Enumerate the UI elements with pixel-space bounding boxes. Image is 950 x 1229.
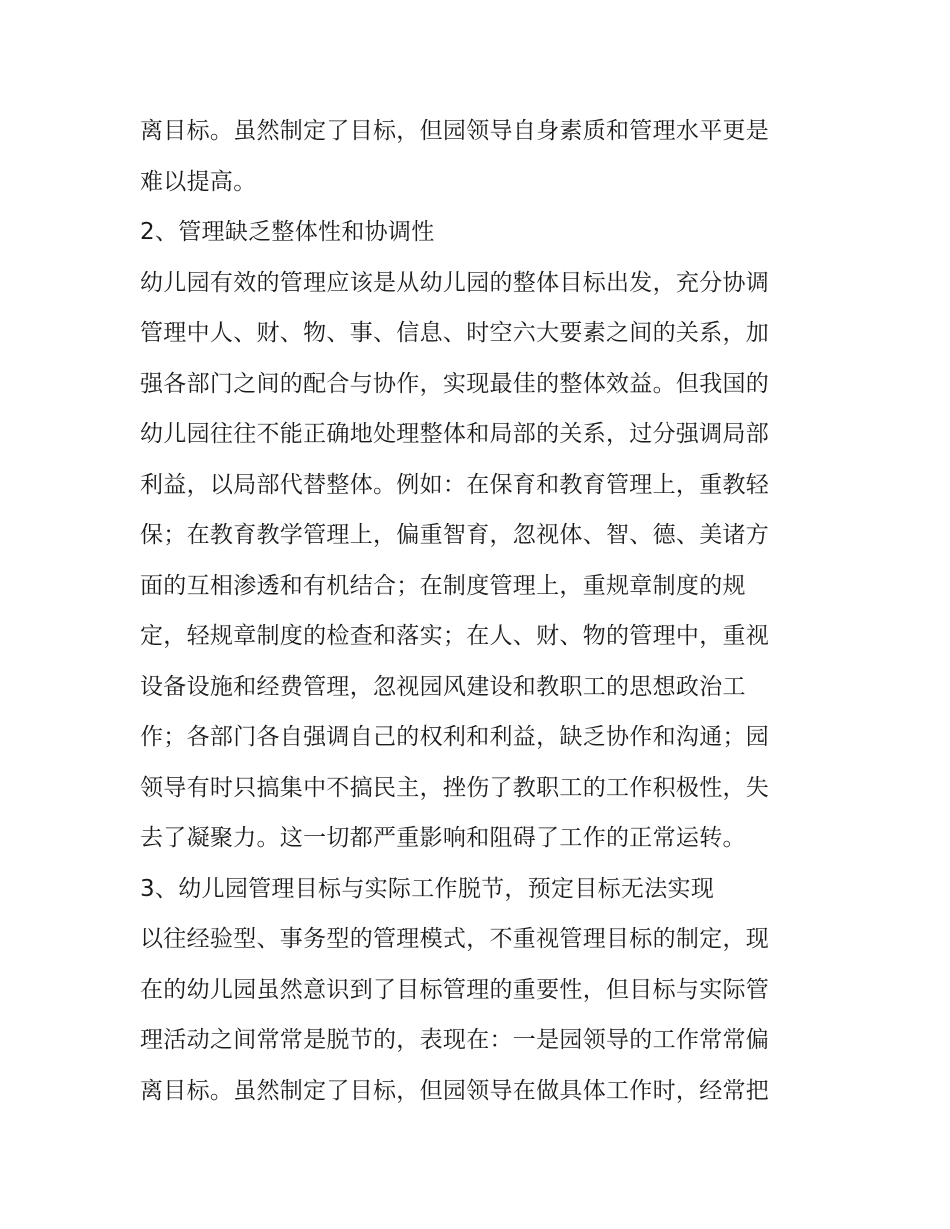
text-line: 面的互相渗透和有机结合；在制度管理上，重规章制度的规 — [140, 572, 746, 599]
text-line: 以往经验型、事务型的管理模式，不重视管理目标的制定，现 — [140, 926, 770, 952]
text-line: 管理中人、财、物、事、信息、时空六大要素之间的关系，加 — [140, 320, 770, 346]
body-text — [140, 106, 820, 1116]
section-heading: 3、幼儿园管理目标与实际工作脱节，预定目标无法实现 — [140, 875, 715, 902]
text-line: 幼儿园有效的管理应该是从幼儿园的整体目标出发，充分协调 — [140, 269, 770, 296]
text-line: 难以提高。 — [140, 168, 257, 195]
text-line: 强各部门之间的配合与协作，实现最佳的整体效益。但我国的 — [140, 370, 770, 397]
text-line: 幼儿园往往不能正确地处理整体和局部的关系，过分强调局部 — [140, 421, 770, 447]
text-line: 在的幼儿园虽然意识到了目标管理的重要性，但目标与实际管 — [140, 976, 770, 1003]
text-line: 离目标。虽然制定了目标，但园领导在做具体工作时，经常把 — [140, 1077, 770, 1104]
text-line: 定，轻规章制度的检查和落实；在人、财、物的管理中，重视 — [140, 623, 770, 649]
text-line: 领导有时只搞集中不搞民主，挫伤了教职工的工作积极性，失 — [140, 774, 770, 801]
text-line: 设备设施和经费管理，忽视园风建设和教职工的思想政治工 — [140, 673, 746, 700]
section-heading: 2、管理缺乏整体性和协调性 — [140, 219, 435, 245]
text-line: 理活动之间常常是脱节的，表现在：一是园领导的工作常常偏 — [140, 1027, 770, 1053]
text-line: 去了凝聚力。这一切都严重影响和阻碍了工作的正常运转。 — [140, 825, 746, 851]
text-line: 保；在教育教学管理上，偏重智育，忽视体、智、德、美诸方 — [140, 522, 770, 548]
text-line: 离目标。虽然制定了目标，但园领导自身素质和管理水平更是 — [140, 118, 770, 144]
text-line: 利益，以局部代替整体。例如：在保育和教育管理上，重教轻 — [140, 471, 770, 498]
text-line: 作；各部门各自强调自己的权利和利益，缺乏协作和沟通；园 — [140, 724, 770, 750]
